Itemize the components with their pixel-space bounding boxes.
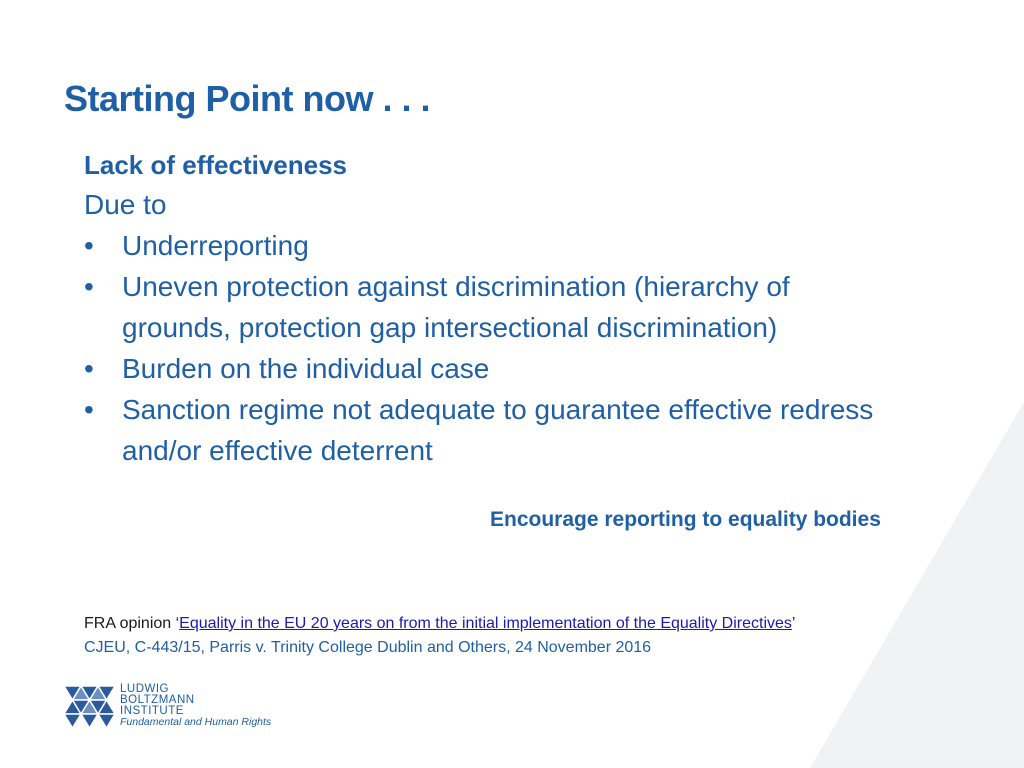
section-subheading: Lack of effectiveness <box>84 150 348 180</box>
fra-prefix: FRA opinion ‘ <box>84 615 180 632</box>
bullet-text: Underreporting <box>122 230 309 261</box>
bullet-item <box>84 348 904 389</box>
bullet-item <box>84 225 904 266</box>
bullet-text: Uneven protection against discrimination (hierarchy of grounds, protection gap intersectional discrimination) <box>122 271 790 343</box>
fra-reference <box>84 612 984 636</box>
intro-text: Due to <box>84 189 167 220</box>
bullet-text: Sanction regime not adequate to guarantee effective redress and/or effective deterrent <box>122 394 874 466</box>
fra-opinion-link[interactable]: Equality in the EU 20 years on from the initial implementation of the Equality Directives <box>179 615 792 632</box>
logo-wordmark <box>120 684 271 728</box>
callout-text: Encourage reporting to equality bodies <box>490 508 881 531</box>
bullet-marker: • <box>84 394 94 425</box>
institute-logo <box>64 684 284 734</box>
slide-body <box>84 146 904 471</box>
bullet-marker: • <box>84 230 94 261</box>
logo-line-1: LUDWIG <box>120 683 169 695</box>
bullet-text: Burden on the individual case <box>122 353 490 384</box>
bullet-item <box>84 389 904 471</box>
slide-title: Starting Point now . . . <box>64 78 430 119</box>
logo-line-2: BOLTZMANN <box>120 694 195 706</box>
bullet-item <box>84 266 904 348</box>
bullet-list <box>84 225 904 471</box>
references <box>84 612 984 660</box>
cjeu-reference: CJEU, C-443/15, Parris v. Trinity College Dublin and Others, 24 November 2016 <box>84 639 652 656</box>
bullet-marker: • <box>84 271 94 302</box>
logo-line-3: INSTITUTE <box>120 705 184 717</box>
triangle-mosaic-icon <box>64 684 116 732</box>
fra-suffix: ’ <box>791 615 796 632</box>
logo-line-4: Fundamental and Human Rights <box>120 716 272 728</box>
bullet-marker: • <box>84 353 94 384</box>
